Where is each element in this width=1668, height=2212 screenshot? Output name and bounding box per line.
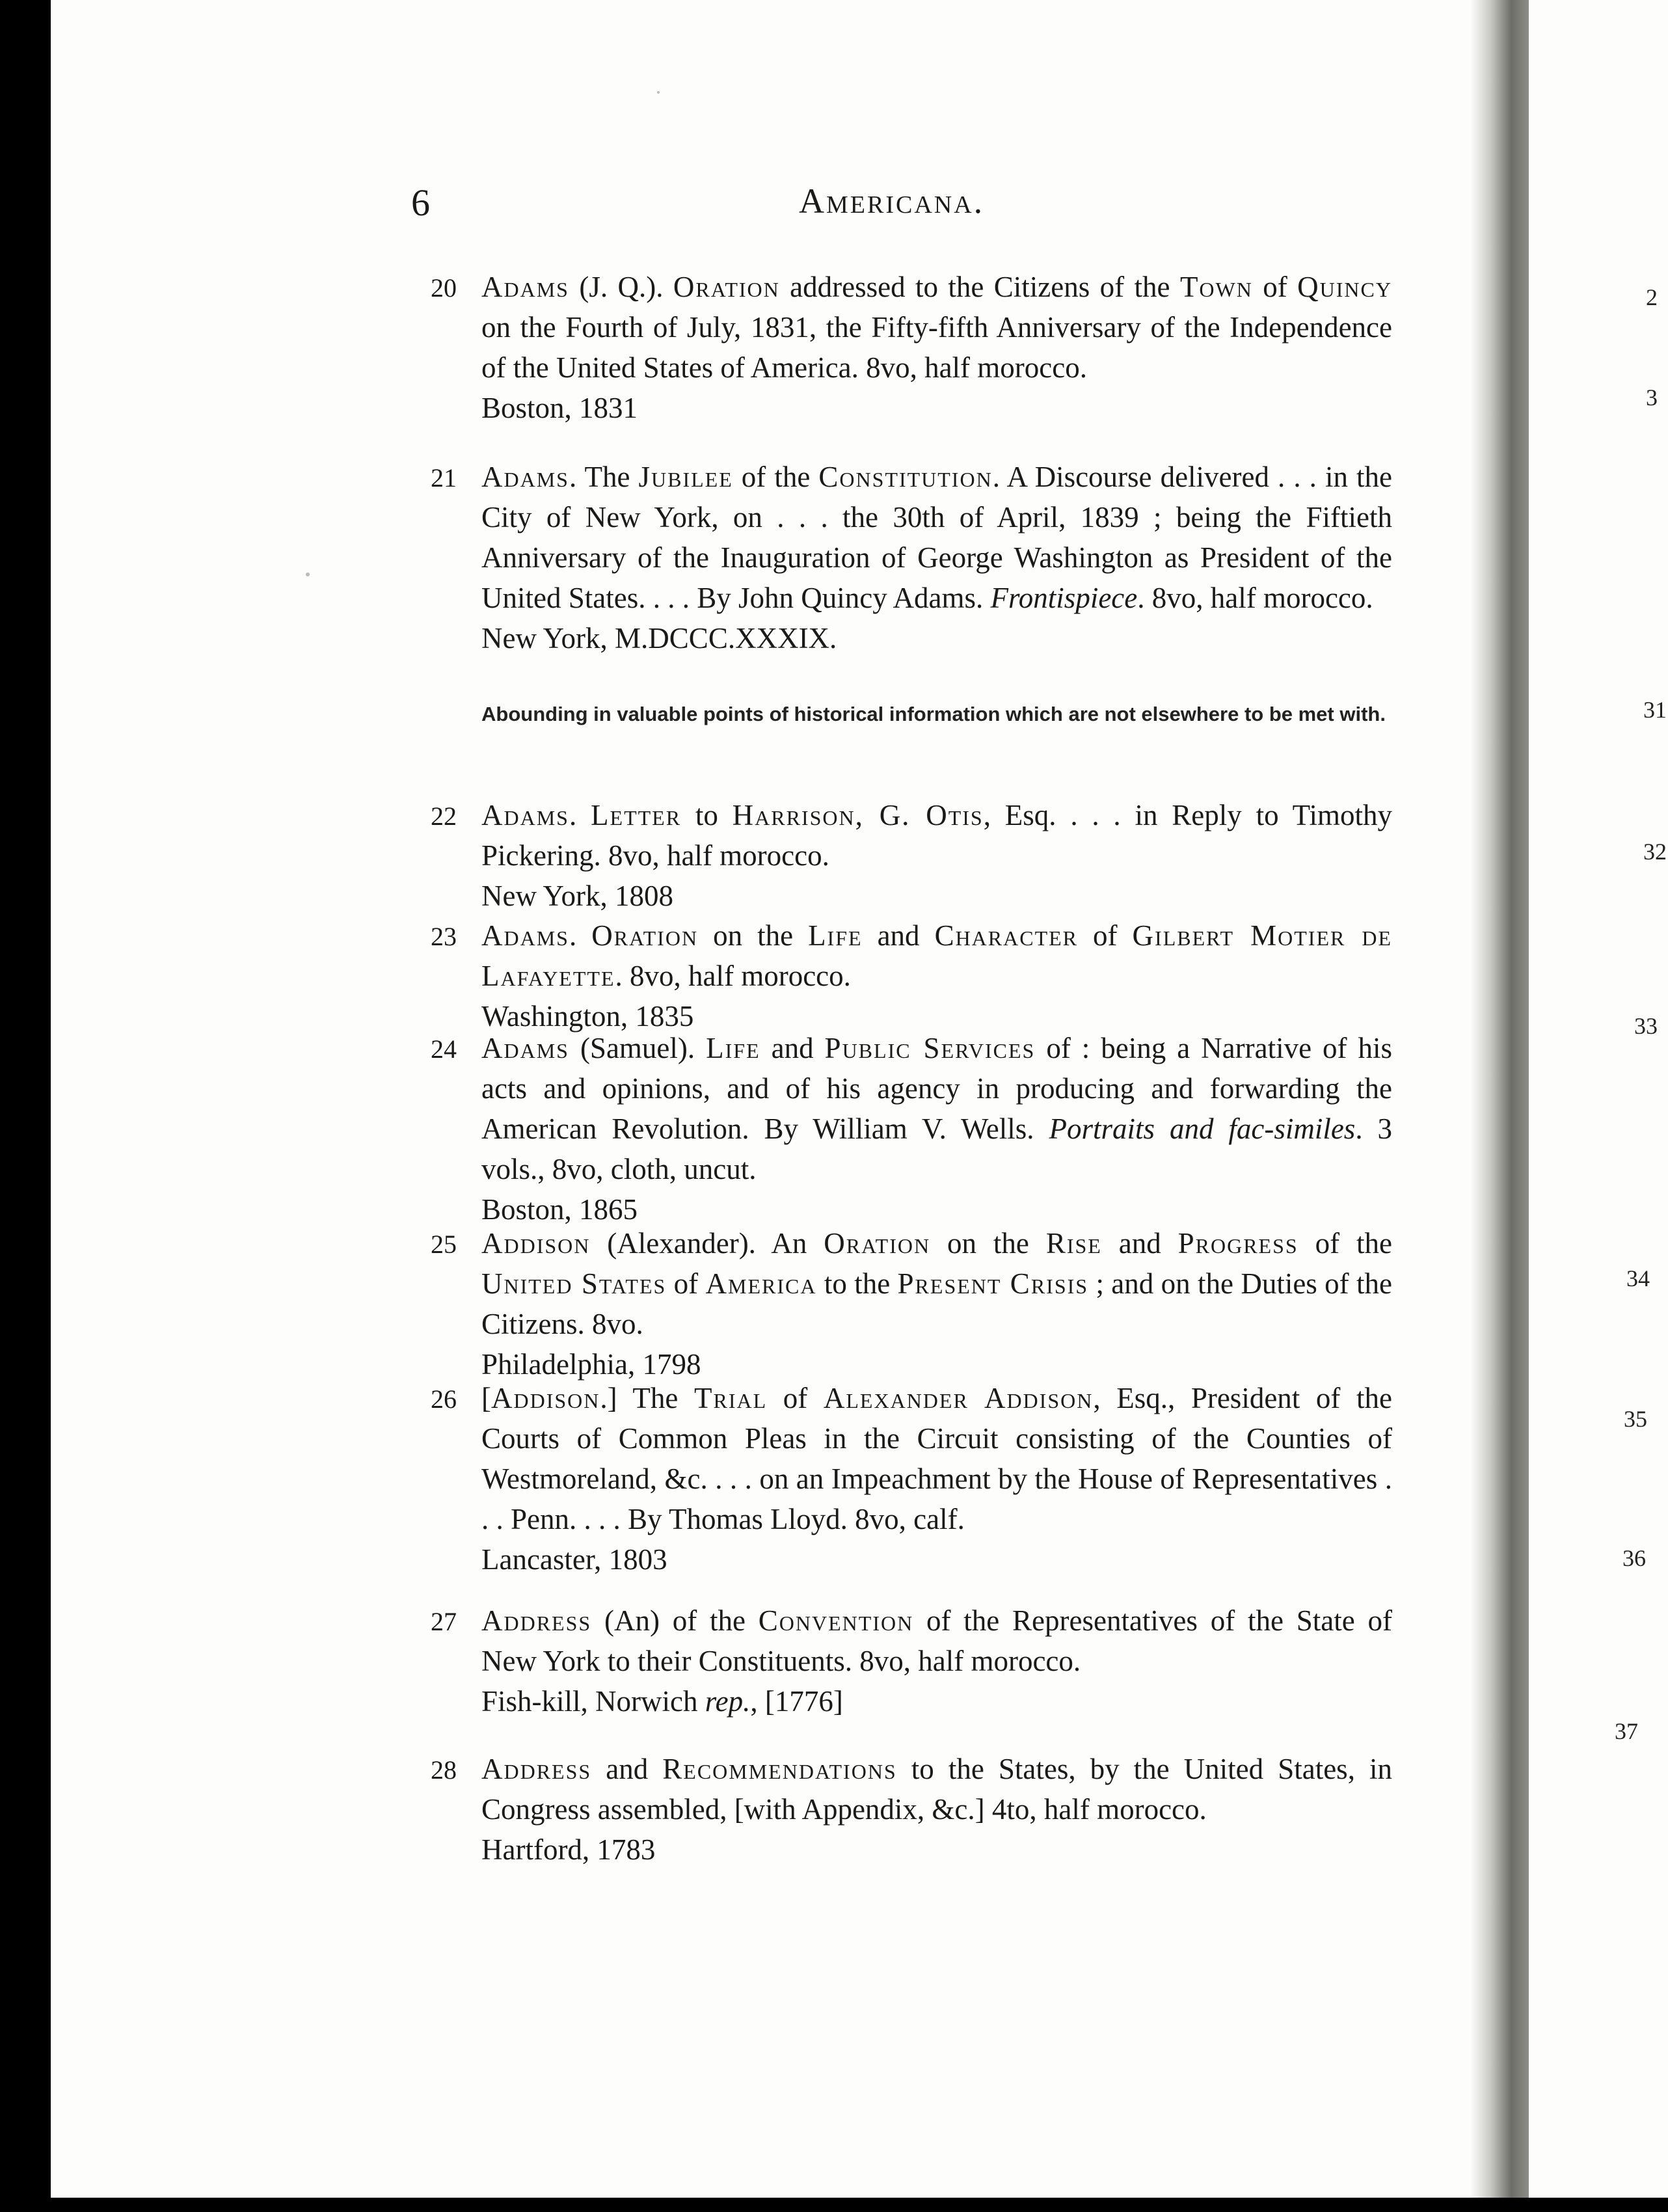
text-segment: . A Discourse delivered . . . in the City of New York, on . . . the 30th of April, 1839 ; being the Fiftieth Anniversary of the Inauguration of George Washington as President of the United States. . . . By John Quincy Adams. xyxy=(481,461,1392,614)
entry-text xyxy=(481,795,1392,876)
book-gutter xyxy=(1470,0,1529,2212)
facing-page-number: 3 xyxy=(1646,384,1658,411)
catalog-entry xyxy=(431,795,1392,916)
entry-imprint: Lancaster, 1803 xyxy=(481,1543,667,1576)
text-segment: ; and on the Duties of the Citizens. 8vo. xyxy=(481,1267,1392,1340)
entry-imprint: New York, 1808 xyxy=(481,880,674,912)
text-segment: Fish-kill, Norwich xyxy=(481,1685,705,1718)
text-segment: Address xyxy=(481,1604,592,1637)
text-segment: Portraits and fac-similes xyxy=(1049,1113,1356,1145)
text-segment: addressed to the Citizens of the xyxy=(779,271,1180,303)
entry-text xyxy=(481,915,1392,996)
text-segment: of xyxy=(767,1382,824,1414)
entry-text xyxy=(481,1600,1392,1681)
catalog-entry xyxy=(431,1600,1392,1721)
text-segment: Character xyxy=(934,919,1079,952)
catalog-entry xyxy=(431,1378,1392,1580)
facing-page-number: 36 xyxy=(1622,1545,1646,1571)
facing-page-number: 37 xyxy=(1615,1718,1638,1744)
text-segment: on the xyxy=(698,919,809,952)
entry-imprint: New York, M.DCCC.XXXIX. xyxy=(481,622,837,654)
text-segment: Convention xyxy=(758,1604,914,1637)
text-segment: Addison xyxy=(491,1382,600,1414)
catalog-entry xyxy=(431,1028,1392,1230)
entry-number: 26 xyxy=(431,1384,457,1414)
catalog-entry xyxy=(431,457,1392,658)
facing-page-edge xyxy=(1529,0,1668,2212)
entry-number: 22 xyxy=(431,802,457,831)
entry-text xyxy=(481,1749,1392,1829)
facing-page-number: 32 xyxy=(1643,839,1667,865)
text-segment: Quincy xyxy=(1297,271,1392,303)
text-segment: Progress xyxy=(1177,1227,1298,1260)
text-segment: Adams xyxy=(481,919,569,952)
text-segment: to the States, by the United States, in Congress assembled, [with Appendix, &c.] 4to, half morocco. xyxy=(481,1753,1392,1826)
text-segment: Public Services xyxy=(824,1032,1036,1064)
entry-imprint xyxy=(481,1681,1392,1721)
text-segment: Rise xyxy=(1045,1227,1102,1260)
page-number: 6 xyxy=(411,182,430,224)
entry-imprint: Hartford, 1783 xyxy=(481,1833,656,1866)
text-segment: Adams xyxy=(481,461,569,493)
entry-note: Abounding in valuable points of historical information which are not elsewhere to be met with. xyxy=(481,703,1386,725)
text-segment: . 8vo, half morocco. xyxy=(615,960,851,992)
text-segment: Oration xyxy=(591,919,699,952)
text-segment: of the xyxy=(733,461,819,493)
text-segment: rep. xyxy=(705,1685,751,1718)
entry-imprint: Washington, 1835 xyxy=(481,1000,694,1032)
text-segment: Adams xyxy=(481,271,569,303)
text-segment: . 3 vols., 8vo, cloth, uncut. xyxy=(481,1113,1392,1185)
text-segment: . 8vo, half morocco. xyxy=(1137,582,1373,614)
entry-text xyxy=(481,1378,1392,1539)
text-segment: Jubilee xyxy=(638,461,733,493)
scan-speck xyxy=(306,573,310,576)
text-segment: America xyxy=(705,1267,817,1300)
text-segment: . The xyxy=(569,461,639,493)
catalog-entry xyxy=(431,267,1392,428)
text-segment: , [1776] xyxy=(750,1685,843,1718)
text-segment: Adams xyxy=(481,1032,569,1064)
text-segment: of : being a Narrative of his acts and opinions, and of his agency in producing and forwarding the American Revolution. By William V. Wells. xyxy=(481,1032,1392,1145)
text-segment: on the Fourth of July, 1831, the Fifty-fifth Anniversary of the Independence of the United States of America. 8vo, half morocco. xyxy=(481,311,1392,384)
catalog-entry xyxy=(431,1223,1392,1384)
facing-page-number: 33 xyxy=(1634,1013,1658,1039)
text-segment: Life xyxy=(808,919,863,952)
text-segment: and xyxy=(1101,1227,1178,1260)
text-segment: of the xyxy=(1298,1227,1392,1260)
text-segment: Harrison, G. Otis xyxy=(732,799,984,831)
scan-border xyxy=(0,2198,1668,2212)
facing-page-number: 35 xyxy=(1624,1406,1647,1432)
text-segment: Gilbert Motier de Lafayette xyxy=(481,919,1392,992)
text-segment: to the xyxy=(816,1267,898,1300)
facing-page-number: 2 xyxy=(1646,284,1658,310)
text-segment: and xyxy=(862,919,935,952)
entry-number: 23 xyxy=(431,922,457,951)
facing-page-number: 31 xyxy=(1643,697,1667,723)
text-segment: Alexander Addison xyxy=(823,1382,1094,1414)
text-segment: Present Crisis xyxy=(897,1267,1089,1300)
text-segment: Oration xyxy=(673,271,780,303)
text-segment: , Esq., President of the Courts of Common Pleas in the Circuit consisting of the Counties of Westmoreland, &c. . . . on an Impeachment by the House of Representatives . . . Penn. . . . By Thomas Lloyd. 8vo, calf. xyxy=(481,1382,1392,1535)
text-segment: (Alexander). An xyxy=(590,1227,824,1260)
text-segment: Constitution xyxy=(818,461,993,493)
running-head: Americana. xyxy=(799,182,985,221)
text-segment: on the xyxy=(930,1227,1046,1260)
text-segment: Trial xyxy=(694,1382,768,1414)
facing-page-number: 34 xyxy=(1626,1265,1650,1291)
text-segment: (Samuel). xyxy=(569,1032,706,1064)
text-segment: (J. Q.). xyxy=(569,271,673,303)
entry-imprint: Boston, 1865 xyxy=(481,1193,638,1226)
text-segment: [ xyxy=(481,1382,491,1414)
text-segment: of xyxy=(1078,919,1133,952)
entry-text xyxy=(481,1223,1392,1344)
entry-imprint: Boston, 1831 xyxy=(481,392,638,424)
text-segment: Addison xyxy=(481,1227,591,1260)
text-segment: Recommendations xyxy=(662,1753,897,1785)
entry-number: 27 xyxy=(431,1607,457,1636)
text-segment: Address xyxy=(481,1753,592,1785)
text-segment: United States xyxy=(481,1267,667,1300)
entry-text xyxy=(481,1028,1392,1189)
text-segment: of xyxy=(1252,271,1298,303)
text-segment: Town xyxy=(1179,271,1253,303)
text-segment: , Esq. . . . in Reply to Timothy Pickering. 8vo, half morocco. xyxy=(481,799,1392,872)
entry-text xyxy=(481,457,1392,618)
scan-speck xyxy=(657,91,660,94)
text-segment: Oration xyxy=(824,1227,931,1260)
text-segment: to xyxy=(681,799,733,831)
text-segment: (An) of the xyxy=(591,1604,759,1637)
text-segment: Life xyxy=(706,1032,760,1064)
entry-number: 21 xyxy=(431,463,457,492)
text-segment: . xyxy=(569,919,592,952)
text-segment: of xyxy=(666,1267,706,1300)
text-segment: Frontispiece xyxy=(990,582,1138,614)
text-segment: Adams xyxy=(481,799,569,831)
text-segment: of the Representatives of the State of New York to their Constituents. 8vo, half morocco. xyxy=(481,1604,1392,1677)
entry-number: 20 xyxy=(431,273,457,303)
entry-imprint: Philadelphia, 1798 xyxy=(481,1348,701,1381)
entry-number: 28 xyxy=(431,1755,457,1785)
text-segment: . xyxy=(569,799,591,831)
text-segment: Letter xyxy=(591,799,682,831)
entry-number: 24 xyxy=(431,1034,457,1064)
entry-text xyxy=(481,267,1392,388)
catalog-entry xyxy=(431,1749,1392,1870)
entry-number: 25 xyxy=(431,1230,457,1259)
text-segment: and xyxy=(760,1032,825,1064)
text-segment: .] The xyxy=(600,1382,695,1414)
text-segment: and xyxy=(591,1753,663,1785)
catalog-entry xyxy=(431,915,1392,1036)
